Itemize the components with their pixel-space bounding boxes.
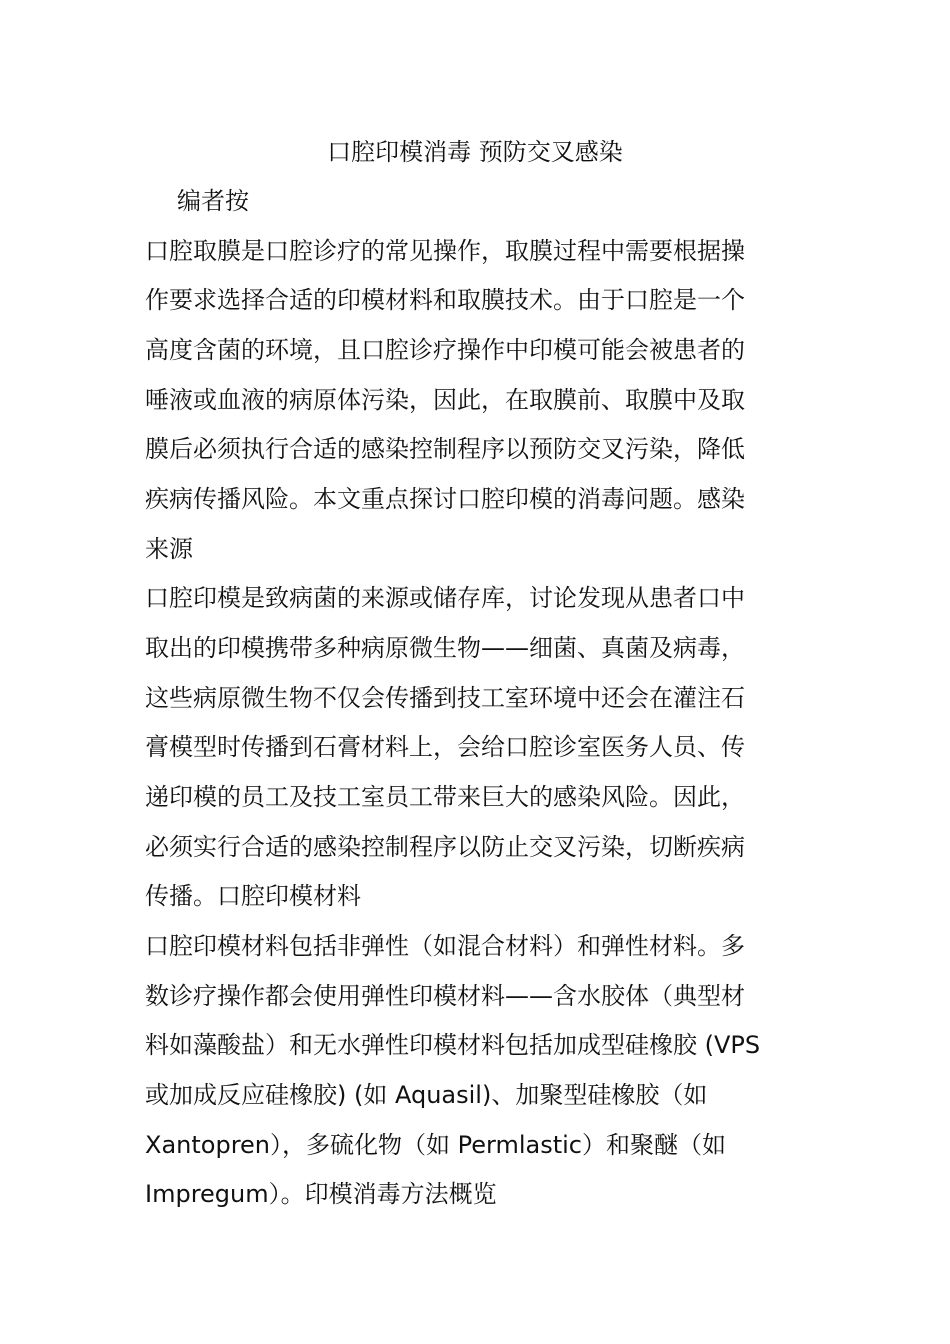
body-line: 口腔取膜是口腔诊疗的常见操作，取膜过程中需要根据操 <box>145 237 745 265</box>
body-line: 唾液或血液的病原体污染，因此，在取膜前、取膜中及取 <box>145 386 745 414</box>
body-line: 料如藻酸盐）和无水弹性印模材料包括加成型硅橡胶 (VPS <box>145 1031 761 1059</box>
body-line: 口腔印模材料包括非弹性（如混合材料）和弹性材料。多 <box>145 932 745 960</box>
body-line: 膜后必须执行合适的感染控制程序以预防交叉污染，降低 <box>145 435 745 463</box>
section-heading: 来源 <box>145 535 193 563</box>
body-line: 高度含菌的环境，且口腔诊疗操作中印模可能会被患者的 <box>145 336 745 364</box>
body-line: 必须实行合适的感染控制程序以防止交叉污染，切断疾病 <box>145 833 745 861</box>
body-line: 膏模型时传播到石膏材料上，会给口腔诊室医务人员、传 <box>145 733 745 761</box>
body-line: 递印模的员工及技工室员工带来巨大的感染风险。因此， <box>145 783 745 811</box>
body-line: 取出的印模携带多种病原微生物——细菌、真菌及病毒， <box>145 634 745 662</box>
body-line: 或加成反应硅橡胶) (如 Aquasil)、加聚型硅橡胶（如 <box>145 1081 708 1109</box>
body-line: 疾病传播风险。本文重点探讨口腔印模的消毒问题。感染 <box>145 485 745 513</box>
body-line: 作要求选择合适的印模材料和取膜技术。由于口腔是一个 <box>145 286 745 314</box>
body-line: 口腔印模是致病菌的来源或储存库，讨论发现从患者口中 <box>145 584 745 612</box>
body-line: Impregum）。印模消毒方法概览 <box>145 1180 497 1208</box>
document-title: 口腔印模消毒 预防交叉感染 <box>327 138 623 166</box>
editor-note-heading: 编者按 <box>177 187 249 215</box>
body-line: Xantopren），多硫化物（如 Permlastic）和聚醚（如 <box>145 1131 726 1159</box>
body-line: 这些病原微生物不仅会传播到技工室环境中还会在灌注石 <box>145 684 745 712</box>
body-line: 数诊疗操作都会使用弹性印模材料——含水胶体（典型材 <box>145 982 745 1010</box>
body-line: 传播。口腔印模材料 <box>145 882 361 910</box>
